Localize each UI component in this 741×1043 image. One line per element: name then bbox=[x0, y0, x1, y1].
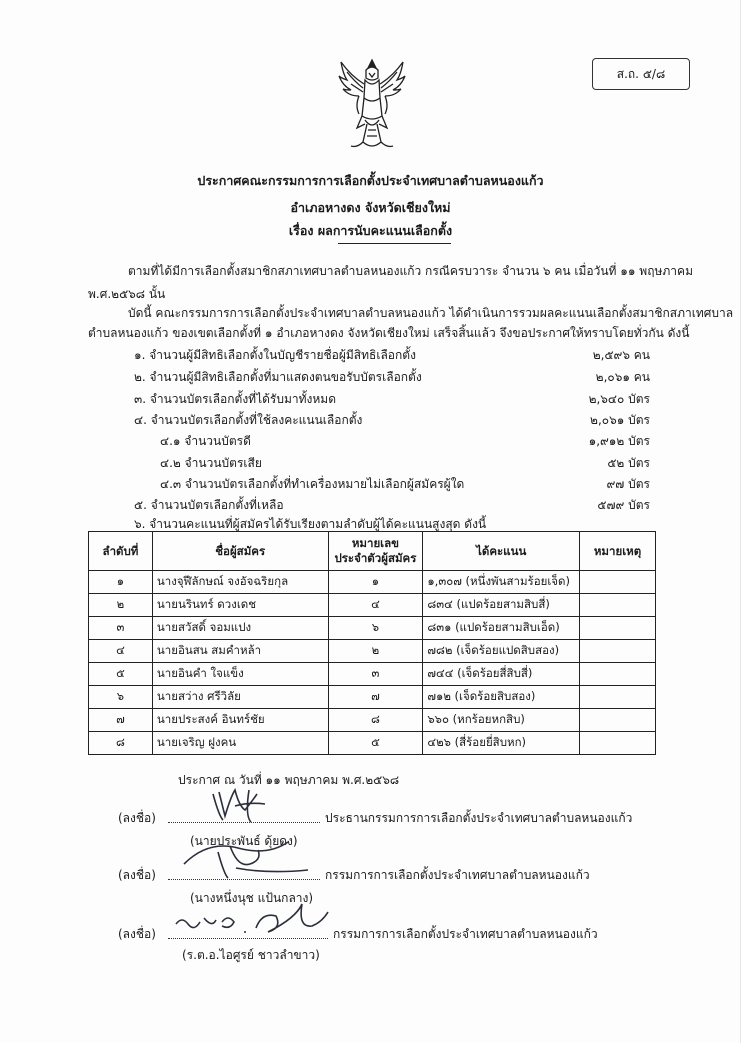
cell-name: นายสวัสดิ์ จอมแปง bbox=[152, 617, 328, 640]
signatory-1-name: (นายประพันธ์ ดุ้ยดง) bbox=[190, 834, 298, 848]
cell-votes: ๗๔๔ (เจ็ดร้อยสี่สิบสี่) bbox=[423, 663, 580, 686]
table-row bbox=[89, 640, 656, 663]
signatory-2-position: กรรมการการเลือกตั้งประจำเทศบาลตำบลหนองแก้ว bbox=[325, 868, 590, 882]
cell-name: นายประสงค์ อินทร์ชัย bbox=[152, 709, 328, 732]
stat-value: ๒,๐๖๑ คน bbox=[595, 370, 650, 384]
sign-label: (ลงชื่อ) bbox=[118, 927, 156, 941]
signature-3-handwriting bbox=[172, 898, 332, 946]
cell-rank: ๖ bbox=[89, 686, 153, 709]
cell-rank: ๒ bbox=[89, 594, 153, 617]
cell-votes: ๔๒๖ (สี่ร้อยยี่สิบหก) bbox=[423, 732, 580, 755]
cell-rank: ๕ bbox=[89, 663, 153, 686]
cell-number: ๔ bbox=[328, 594, 423, 617]
header-number-line-2: ประจำตัวผู้สมัคร bbox=[334, 551, 417, 565]
table-row bbox=[89, 617, 656, 640]
cell-note bbox=[580, 686, 656, 709]
stat-label: ๔.๓ จำนวนบัตรเลือกตั้งที่ทำเครื่องหมายไม่เลือกผู้สมัครผู้ใด bbox=[160, 477, 465, 491]
document-code-box: ส.ถ. ๕/๘ bbox=[592, 58, 690, 90]
cell-number: ๒ bbox=[328, 640, 423, 663]
cell-rank: ๔ bbox=[89, 640, 153, 663]
cell-number: ๑ bbox=[328, 571, 423, 594]
stat-row bbox=[0, 496, 741, 516]
cell-votes: ๑,๓๐๗ (หนึ่งพันสามร้อยเจ็ด) bbox=[423, 571, 580, 594]
cell-name: นายอินคำ ใจแข็ง bbox=[152, 663, 328, 686]
cell-number: ๗ bbox=[328, 686, 423, 709]
intro-paragraph-1-line-1: ตามที่ได้มีการเลือกตั้งสมาชิกสภาเทศบาลตำบลหนองแก้ว กรณีครบวาระ จำนวน ๖ คน เมื่อวันที่ ๑๑ พฤษภาคม bbox=[128, 264, 693, 278]
cell-votes: ๗๘๒ (เจ็ดร้อยแปดสิบสอง) bbox=[423, 640, 580, 663]
signatory-3-position: กรรมการการเลือกตั้งประจำเทศบาลตำบลหนองแก้ว bbox=[333, 927, 598, 941]
cell-note bbox=[580, 663, 656, 686]
stat-row bbox=[0, 432, 741, 452]
results-table bbox=[88, 531, 656, 755]
cell-rank: ๗ bbox=[89, 709, 153, 732]
cell-number: ๘ bbox=[328, 709, 423, 732]
stat-row bbox=[0, 368, 741, 388]
cell-name: นายเจริญ ฝูงคน bbox=[152, 732, 328, 755]
stat-value: ๙๗ บัตร bbox=[606, 477, 650, 491]
header-name: ชื่อผู้สมัคร bbox=[152, 532, 328, 571]
stat-value: ๕๗๙ บัตร bbox=[597, 498, 650, 512]
intro-paragraph-2-line-2: ตำบลหนองแก้ว ของเขตเลือกตั้งที่ ๑ อำเภอหางดง จังหวัดเชียงใหม่ เสร็จสิ้นแล้ว จึงขอประกาศให้ทราบโดยทั่วกัน ดังนี้ bbox=[88, 326, 690, 340]
signature-2-handwriting bbox=[178, 834, 318, 882]
cell-rank: ๓ bbox=[89, 617, 153, 640]
stat-value: ๒,๐๖๑ บัตร bbox=[590, 413, 650, 427]
announcement-subject: เรื่อง ผลการนับคะแนนเลือกตั้ง bbox=[288, 223, 453, 238]
stat-row bbox=[0, 475, 741, 495]
cell-name: นายนรินทร์ ดวงเดช bbox=[152, 594, 328, 617]
cell-name: นายอินสน สมคำหล้า bbox=[152, 640, 328, 663]
stat-label: ๑. จำนวนผู้มีสิทธิเลือกตั้งในบัญชีรายชื่อผู้มีสิทธิเลือกตั้ง bbox=[134, 348, 416, 362]
cell-name: นายสว่าง ศรีวิลัย bbox=[152, 686, 328, 709]
stat-label: ๔.๑ จำนวนบัตรดี bbox=[160, 434, 251, 448]
table-row bbox=[89, 571, 656, 594]
cell-votes: ๘๓๑ (แปดร้อยสามสิบเอ็ด) bbox=[423, 617, 580, 640]
cell-note bbox=[580, 594, 656, 617]
stat-row bbox=[0, 390, 741, 410]
cell-number: ๕ bbox=[328, 732, 423, 755]
stat-label: ๔.๒ จำนวนบัตรเสีย bbox=[160, 456, 262, 470]
cell-number: ๖ bbox=[328, 617, 423, 640]
table-row bbox=[89, 686, 656, 709]
header-number bbox=[328, 532, 423, 571]
sign-label: (ลงชื่อ) bbox=[118, 811, 156, 825]
table-row bbox=[89, 594, 656, 617]
cell-name: นางจุฬีลักษณ์ จงอัจฉริยกุล bbox=[152, 571, 328, 594]
announcement-district: อำเภอหางดง จังหวัดเชียงใหม่ bbox=[290, 200, 451, 215]
table-header-row bbox=[89, 532, 656, 571]
cell-note bbox=[580, 617, 656, 640]
table-row bbox=[89, 732, 656, 755]
table-row bbox=[89, 709, 656, 732]
announcement-title: ประกาศคณะกรรมการการเลือกตั้งประจำเทศบาลตำบลหนองแก้ว bbox=[197, 173, 544, 188]
stat-label: ๒. จำนวนผู้มีสิทธิเลือกตั้งที่มาแสดงตนขอรับบัตรเลือกตั้ง bbox=[134, 370, 422, 384]
stat-value: ๒,๕๙๖ คน bbox=[592, 348, 650, 362]
stat-value: ๒,๖๔๐ บัตร bbox=[588, 392, 650, 406]
cell-note bbox=[580, 571, 656, 594]
stat-row bbox=[0, 346, 741, 366]
cell-note bbox=[580, 709, 656, 732]
sign-label: (ลงชื่อ) bbox=[118, 868, 156, 882]
cell-votes: ๗๑๒ (เจ็ดร้อยสิบสอง) bbox=[423, 686, 580, 709]
cell-rank: ๘ bbox=[89, 732, 153, 755]
stat-value: ๑,๙๑๒ บัตร bbox=[588, 434, 650, 448]
table-row bbox=[89, 663, 656, 686]
stat-row bbox=[0, 411, 741, 431]
cell-votes: ๘๓๔ (แปดร้อยสามสิบสี่) bbox=[423, 594, 580, 617]
stat-label: ๕. จำนวนบัตรเลือกตั้งที่เหลือ bbox=[134, 498, 284, 512]
garuda-emblem-icon bbox=[337, 58, 407, 156]
stat-value: ๕๒ บัตร bbox=[607, 456, 650, 470]
cell-note bbox=[580, 732, 656, 755]
intro-paragraph-1-line-2: พ.ศ.๒๕๖๘ นั้น bbox=[88, 287, 166, 301]
header-number-line-1: หมายเลข bbox=[351, 536, 400, 550]
cell-note bbox=[580, 640, 656, 663]
intro-paragraph-2-line-1: บัดนี้ คณะกรรมการการเลือกตั้งประจำเทศบาลตำบลหนองแก้ว ได้ดำเนินการรวมผลคะแนนเลือกตั้งสมาชิกสภาเทศบาล bbox=[128, 306, 734, 320]
cell-rank: ๑ bbox=[89, 571, 153, 594]
cell-number: ๓ bbox=[328, 663, 423, 686]
announcement-date: ประกาศ ณ วันที่ ๑๑ พฤษภาคม พ.ศ.๒๕๖๘ bbox=[178, 773, 400, 787]
signatory-3-name: (ร.ต.อ.ไอศูรย์ ชาวลำขาว) bbox=[182, 948, 320, 962]
title-underline bbox=[338, 243, 451, 244]
stat-row bbox=[0, 454, 741, 474]
header-note: หมายเหตุ bbox=[580, 532, 656, 571]
signatory-1-position: ประธานกรรมการการเลือกตั้งประจำเทศบาลตำบลหนองแก้ว bbox=[325, 811, 633, 825]
signature-1-handwriting bbox=[205, 786, 275, 826]
header-rank: ลำดับที่ bbox=[89, 532, 153, 571]
signatory-2-name: (นางหนึ่งนุช แป้นกลาง) bbox=[190, 891, 314, 905]
cell-votes: ๖๖๐ (หกร้อยหกสิบ) bbox=[423, 709, 580, 732]
results-table-intro: ๖. จำนวนคะแนนที่ผู้สมัครได้รับเรียงตามลำดับผู้ได้คะแนนสูงสุด ดังนี้ bbox=[134, 517, 487, 531]
header-votes: ได้คะแนน bbox=[423, 532, 580, 571]
stat-label: ๔. จำนวนบัตรเลือกตั้งที่ใช้ลงคะแนนเลือกตั้ง bbox=[134, 413, 363, 427]
stat-label: ๓. จำนวนบัตรเลือกตั้งที่ได้รับมาทั้งหมด bbox=[134, 392, 337, 406]
